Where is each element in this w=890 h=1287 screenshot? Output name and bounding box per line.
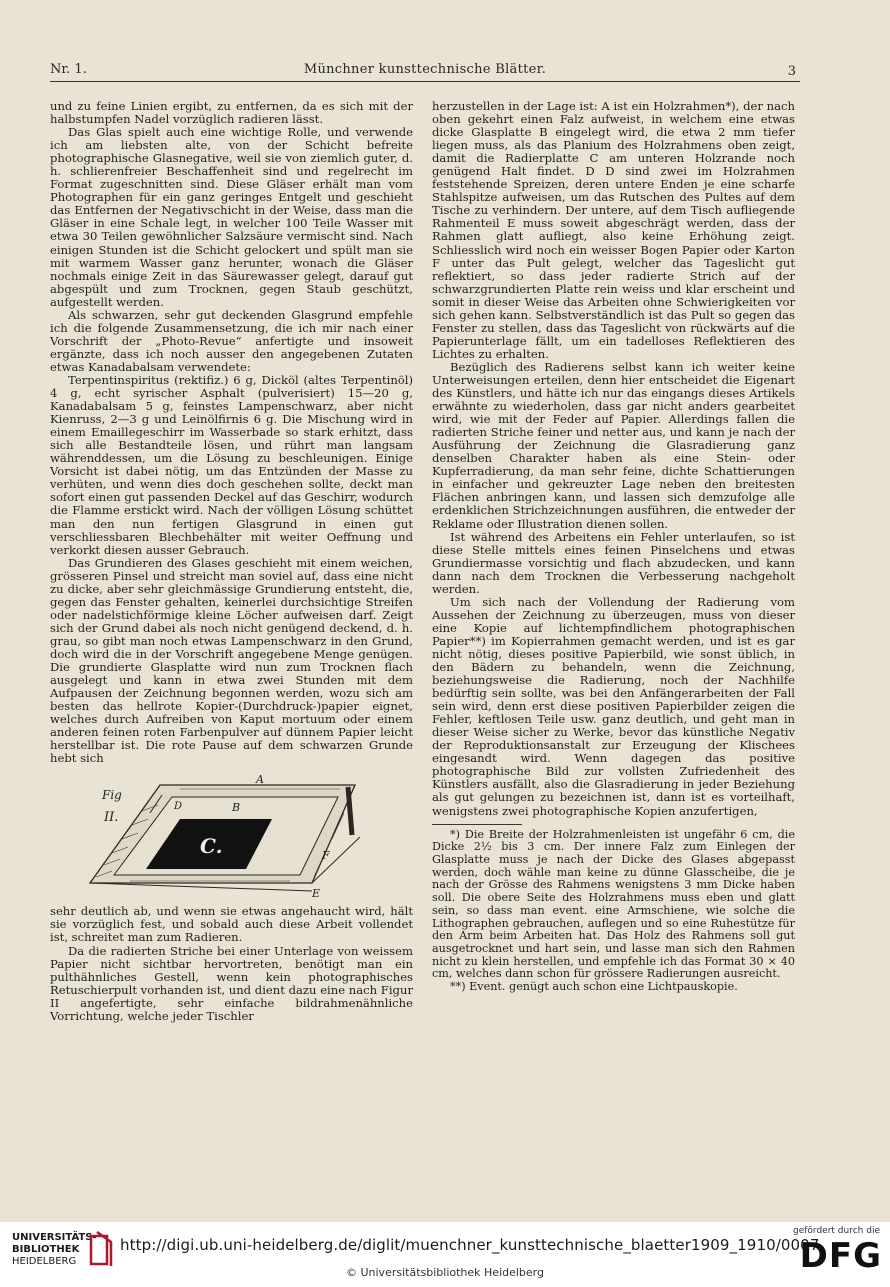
- base-edge: [90, 883, 312, 891]
- paragraph: Ist während des Arbeitens ein Fehler unterlaufen, so ist diese Stelle mittels eines feinen Pinselchens und etwas Grundiermasse vorsichtig und flach abzudecken, und kann dann nach dem Trocknen die Verbesserung nachgeholt werden.: [432, 529, 795, 596]
- paragraph: und zu feine Linien ergibt, zu entfernen, da es sich mit der halbstumpfen Nadel vorzüglich radieren lässt.: [50, 99, 413, 127]
- journal-title: Münchner kunsttechnische Blätter.: [303, 62, 547, 77]
- label-d: D: [174, 801, 183, 813]
- paragraph: Das Glas spielt auch eine wichtige Rolle, und verwende ich am liebsten alte, von der Schicht befreite photographische Glasnegative, weil sie von ziemlich guter, d. h. schlierenfreier Beschaffenheit sind und regelrecht im Format zugeschnitten sind. Diese Gläser erhält man vom Photographen für ein ganz geringes Entgelt und geschieht das Entfernen der Negativschicht in der Weise, dass man die Gläser in eine Schale legt, in welcher 100 Teile Wasser mit etwa 30 Teilen gewöhnlicher Salzsäure vermischt sind. Nach einigen Stunden ist die Schicht gelockert und spült man sie mit warmem Wasser ganz herunter, wonach die Gläser nochmals einige Zeit in das Säurewasser gelegt, darauf gut abgespült und zum Trocknen, gegen Staub geschützt, aufgestellt werden.: [50, 125, 413, 309]
- figure-ii: [50, 773, 413, 899]
- label-e: E: [312, 887, 321, 900]
- left-column: [50, 100, 413, 1023]
- footnotes: [432, 829, 795, 994]
- header-rule: [50, 81, 800, 82]
- digitization-footer: [0, 1222, 890, 1287]
- recipe-paragraph: Terpentinspiritus (rektifiz.) 6 g, Dicköl (altes Terpentinöl) 4 g, echt syrischer Asphalt (pulverisiert) 15—20 g, Kanadabalsam 5 g, feinstes Lampenschwarz, aber nicht Kienruss, 2—3 g und Leinölfirnis 6 g. Die Mischung wird in einem Emaillegeschirr im Wasserbade so stark erhitzt, dass sich alle Bestandteile lösen, und rührt man langsam währenddessen, um die Lösung zu beschleunigen. Einige Vorsicht ist dabei nötig, um das Entzünden der Masse zu verhüten, und wenn dies doch geschehen sollte, deckt man sofort einen gut passenden Deckel auf das Geschirr, wodurch die Flamme erstickt wird. Nach der völligen Lösung schüttet man den nun fertigen Glasgrund in einen gut verschliessbaren Blechbehälter mit weiter Oeffnung und verkorkt diesen ausser Gebrauch.: [50, 372, 413, 557]
- figure-caption-number: II.: [104, 810, 119, 826]
- paragraph: Als schwarzen, sehr gut deckenden Glasgrund empfehle ich die folgende Zusammensetzung, die ich mir nach einer Vorschrift der „Photo-Revue“ anfertigte und insoweit ergänzte, dass ich noch ausser den angegebenen Zutaten etwas Kanadabalsam verwendete:: [50, 307, 413, 374]
- page-header: [50, 56, 800, 82]
- right-column: [432, 100, 795, 994]
- footnote-rule: [432, 824, 522, 825]
- paragraph: sehr deutlich ab, und wenn sie etwas angehaucht wird, hält sie vorzüglich fest, und sobald auch diese Arbeit vollendet ist, schreitet man zum Radieren.: [50, 904, 413, 945]
- easel-drawing: [50, 773, 413, 899]
- footnote: *) Die Breite der Holzrahmenleisten ist ungefähr 6 cm, die Dicke 2½ bis 3 cm. Der innere Falz zum Einlegen der Glasplatte muss je nach der Dicke des Glases abgepasst werden, doch wähle man keine zu dünne Glasscheibe, die je nach der Grösse des Rahmens wenigstens 3 mm Dicke haben soll. Die obere Seite des Holzrahmens muss eben und glatt sein, so dass man event. eine Armschiene, wie solche die Lithographen gebrauchen, auflegen und so eine Ruhestütze für den Arm beim Arbeiten hat. Das Holz des Rahmens soll gut ausgetrocknet und hart sein, und lasse man sich den Rahmen nicht zu klein herstellen, und empfehle ich das Format 30 × 40 cm, welches dann schon für grössere Radierungen ausreicht.: [432, 827, 795, 981]
- library-logo-icon: [88, 1228, 114, 1268]
- paragraph: Da die radierten Striche bei einer Unterlage von weissem Papier nicht sichtbar hervortreten, benötigt man ein pulthähnliches Gestell, wenn kein photographisches Retuschierpult vorhanden ist, und dient dazu eine nach Figur II angefertigte, sehr einfache bildrahmenähnliche Vorrichtung, welche jeder Tischler: [50, 943, 413, 1023]
- issue-number: Nr. 1.: [50, 62, 87, 77]
- paragraph: Das Grundieren des Glases geschieht mit einem weichen, grösseren Pinsel und streicht man soviel auf, dass eine nicht zu dicke, aber sehr gleichmässige Grundierung entsteht, die, gegen das Fenster gehalten, keinerlei durchsichtige Streifen oder nadelstichförmige kleine Löcher aufweisen darf. Zeigt sich der Grund dabei als noch nicht genügend deckend, d. h. grau, so gibt man noch etwas Lampenschwarz in den Grund, doch wird die in der Vorschrift angegebene Menge genügen. Die grundierte Glasplatte wird nun zum Trocknen flach ausgelegt und kann in etwa zwei Stunden mit dem Aufpausen der Zeichnung begonnen werden, wozu sich am besten das hellrote Kopier-(Durchdruck-)papier eignet, welches durch Aufreiben von Kaput mortuum oder einem anderen feinen roten Farbenpulver auf dünnem Papier leicht herstellbar ist. Die rote Pause auf dem schwarzen Grunde hebt sich: [50, 555, 413, 766]
- dfg-logo: DFG: [799, 1236, 882, 1276]
- label-f: F: [322, 849, 330, 863]
- library-name: UNIVERSITÄTS- BIBLIOTHEK HEIDELBERG: [12, 1232, 97, 1267]
- paragraph: herzustellen in der Lage ist: A ist ein Holzrahmen*), der nach oben gekehrt einen Falz aufweist, in welchem eine etwas dicke Glasplatte B eingelegt wird, die etwa 2 mm tiefer liegen muss, als das Planium des Holzrahmens oben zeigt, damit die Radierplatte C am unteren Holzrande noch genügend Halt findet. D D sind zwei im Holzrahmen feststehende Spreizen, deren untere Enden je eine scharfe Stahlspitze aufweisen, um das Rutschen des Pultes auf dem Tische zu verhindern. Der untere, auf dem Tisch aufliegende Rahmenteil E muss soweit abgeschrägt werden, dass der Rahmen glatt aufliegt, also keine Erhöhung zeigt. Schliesslich wird noch ein weisser Bogen Papier oder Karton F unter das Pult gelegt, welcher das Tageslicht gut reflektiert, so dass jeder radierte Strich auf der schwarzgrundierten Platte rein weiss und klar erscheint und somit in dieser Weise das Arbeiten ohne Schwierigkeiten vor sich gehen kann. Selbstverständlich ist das Pult so gegen das Fenster zu stellen, dass das Tageslicht von rückwärts auf die Papierunterlage fällt, um ein tadelloses Reflektieren des Lichtes zu erhalten.: [432, 99, 795, 361]
- permalink-url[interactable]: http://digi.ub.uni-heidelberg.de/diglit/muenchner_kunsttechnische_blaetter1909_1910/0007: [120, 1236, 820, 1254]
- figure-caption-fig: Fig: [102, 788, 122, 803]
- footnote: **) Event. genügt auch schon eine Lichtpauskopie.: [450, 980, 738, 994]
- funder-note: gefördert durch die: [793, 1226, 880, 1236]
- label-c: C.: [200, 834, 223, 859]
- paragraph: Um sich nach der Vollendung der Radierung vom Aussehen der Zeichnung zu überzeugen, muss von dieser eine Kopie auf lichtempfindlichem photographischen Papier**) im Kopierrahmen gemacht werden, und ist es gar nicht nötig, dieses positive Papierbild, wie sonst üblich, in den Bädern zu behandeln, wenn die Zeichnung, beziehungsweise die Radierung, noch der Nachhilfe bedürftig sein sollte, was bei den Anfängerarbeiten der Fall sein wird, denn erst diese positiven Papierbilder zeigen die Fehler, keftlosen Teile usw. ganz deutlich, und geht man in dieser Weise sicher zu Werke, bevor das künstliche Negativ der Reproduktionsanstalt zur Erzeugung der Klischees eingesandt wird. Wenn dagegen das positive photographische Bild zur vollsten Zufriedenheit des Künstlers ausfällt, also die Glasradierung in jeder Beziehung als gut gelungen zu bezeichnen ist, dann ist es vorteilhaft, wenigstens zwei photographische Kopien anzufertigen,: [432, 594, 795, 818]
- page-number: 3: [787, 64, 796, 79]
- paragraph: Bezüglich des Radierens selbst kann ich weiter keine Unterweisungen erteilen, denn hier entscheidet die Eigenart des Künstlers, und hätte ich nur das eingangs dieses Artikels erwähnte zu wiederholen, dass gar nicht anders gearbeitet wird, wie mit der Feder auf Papier. Allerdings fallen die radierten Striche feiner und netter aus, und kann je nach der Ausführung der Zeichnung die Glasradierung ganz denselben Charakter haben als eine Stein- oder Kupferradierung, da man sehr feine, dichte Schattierungen in einfacher und gekreuzter Lage neben den breitesten Flächen anbringen kann, und lassen sich demzufolge alle erdenklichen Strichzeichnungen ausführen, die entweder der Reklame oder Illustration dienen sollen.: [432, 359, 795, 531]
- label-a: A: [256, 773, 264, 787]
- copyright-notice: © Universitätsbibliothek Heidelberg: [345, 1266, 544, 1279]
- label-b: B: [232, 801, 241, 815]
